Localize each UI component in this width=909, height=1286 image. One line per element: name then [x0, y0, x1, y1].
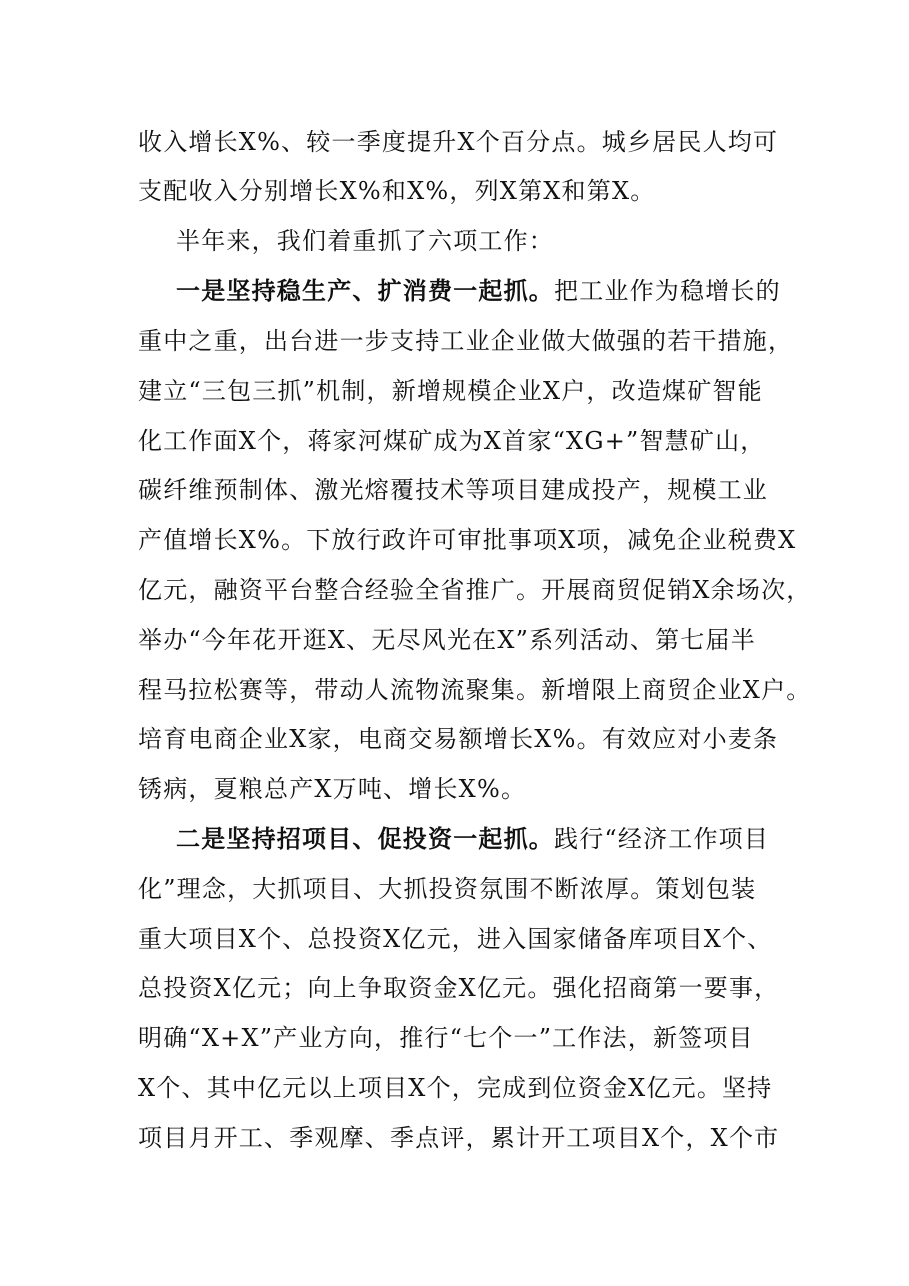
section-1-heading: 一是坚持稳生产、扩消费一起抓。 — [176, 276, 554, 305]
text-line: 碳纤维预制体、激光熔覆技术等项目建成投产，规模工业 — [138, 476, 768, 504]
section-2-lead-text: 践行“经济工作项目 — [554, 825, 770, 853]
text-line: 总投资X亿元；向上争取资金X亿元。强化招商第一要事， — [138, 974, 780, 1002]
text-line: 培育电商企业X家，电商交易额增长X%。有效应对小麦条 — [138, 725, 779, 753]
text-line: 举办“今年花开逛X、无尽风光在X”系列活动、第七届半 — [138, 626, 756, 654]
text-line: 支配收入分别增长X%和X%，列X第X和第X。 — [138, 177, 656, 205]
text-line: X个、其中亿元以上项目X个，完成到位资金X亿元。坚持 — [138, 1074, 773, 1102]
section-1-first-line — [176, 277, 781, 305]
text-line: 程马拉松赛等，带动人流物流聚集。新增限上商贸企业X户。 — [138, 676, 812, 704]
text-line: 化”理念，大抓项目、大抓投资氛围不断浓厚。策划包装 — [138, 875, 757, 903]
section-2-heading: 二是坚持招项目、促投资一起抓。 — [176, 824, 554, 853]
text-line: 建立“三包三抓”机制，新增规模企业X户，改造煤矿智能 — [138, 377, 763, 405]
intro-paragraph: 半年来，我们着重抓了六项工作： — [176, 227, 554, 255]
section-2-first-line — [176, 825, 769, 853]
text-line: 亿元，融资平台整合经验全省推广。开展商贸促销X余场次， — [138, 576, 812, 604]
text-line: 化工作面X个，蒋家河煤矿成为X首家“XG+”智慧矿山， — [138, 427, 766, 455]
text-line: 明确“X+X”产业方向，推行“七个一”工作法，新签项目 — [138, 1024, 754, 1052]
text-line: 锈病，夏粮总产X万吨、增长X%。 — [138, 775, 527, 803]
text-line: 产值增长X%。下放行政许可审批事项X项，减免企业税费X — [138, 526, 797, 554]
text-line: 项目月开工、季观摩、季点评，累计开工项目X个，X个市 — [138, 1124, 780, 1152]
section-1-lead-text: 把工业作为稳增长的 — [554, 277, 781, 305]
text-line: 收入增长X%、较一季度提升X个百分点。城乡居民人均可 — [138, 128, 779, 156]
text-line: 重中之重，出台进一步支持工业企业做大做强的若干措施， — [138, 327, 794, 355]
text-line: 重大项目X个、总投资X亿元，进入国家储备库项目X个、 — [138, 925, 773, 953]
